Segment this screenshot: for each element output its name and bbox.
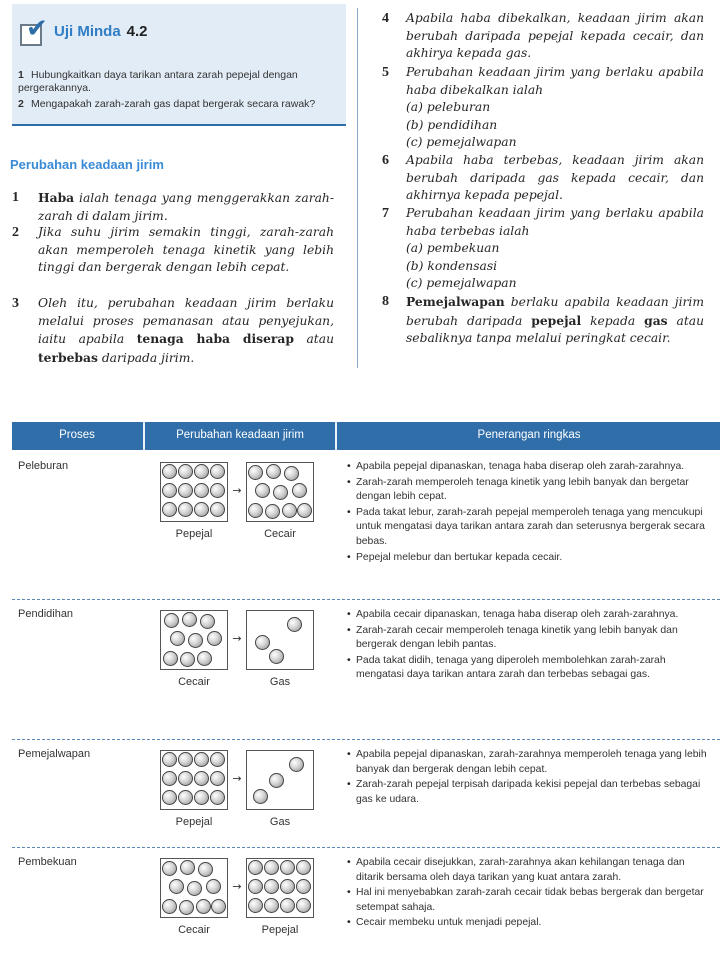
note-item: • Cecair membeku untuk menjadi pepejal.: [347, 916, 707, 931]
uji-minda-title: Uji Minda: [54, 22, 121, 40]
process-name: Pembekuan: [18, 856, 77, 868]
particle-diagram: [160, 858, 340, 934]
gas-particles: [246, 610, 314, 670]
state-label: Pepejal: [261, 924, 299, 936]
state-label: Pepejal: [175, 816, 213, 828]
state-label: Gas: [269, 816, 291, 828]
header-perubahan: Perubahan keadaan jirim: [176, 429, 304, 441]
point-7: 7 Perubahan keadaan jirim yang berlaku apabila haba terbebas ialah (a) pembekuan (b) kondensasi (c) pemejalwapan: [382, 206, 704, 291]
header-proses: Proses: [59, 429, 95, 441]
table-row: [12, 848, 720, 956]
point-8: 8 Pemejalwapan berlaku apabila keadaan jirim berubah daripada pepejal kepada gas atau sebaliknya tanpa melalui peringkat cecair.: [382, 294, 705, 346]
note-item: • Zarah-zarah cecair memperoleh tenaga kinetik yang lebih banyak dan bergerak dengan lebih pantas.: [347, 624, 707, 653]
point-1: 1 Haba ialah tenaga yang menggerakkan zarah-zarah di dalam jirim.: [12, 190, 334, 223]
process-name: Pendidihan: [18, 608, 74, 620]
liquid-particles: [246, 462, 314, 522]
state-label: Gas: [269, 676, 291, 688]
header-penerangan: Penerangan ringkas: [477, 429, 581, 441]
state-label: Cecair: [264, 528, 296, 540]
uji-minda-question: 1 Hubungkaitkan daya tarikan antara zarah pepejal dengan pergerakannya.: [18, 69, 298, 94]
process-name: Pemejalwapan: [18, 748, 91, 760]
table-header: [12, 422, 720, 450]
note-item: • Pepejal melebur dan bertukar kepada cecair.: [347, 551, 707, 566]
note-item: • Pada takat didih, tenaga yang diperoleh membolehkan zarah-zarah mengatasi daya tarikan antara zarah dan terbebas sebagai gas.: [347, 654, 707, 683]
liquid-particles: [160, 858, 228, 918]
column-divider: [357, 8, 358, 368]
solid-particles: [160, 750, 228, 810]
note-item: • Apabila pepejal dipanaskan, tenaga haba diserap oleh zarah-zarahnya.: [347, 460, 707, 475]
note-item: • Pada takat lebur, zarah-zarah pepejal memperoleh tenaga yang mencukupi untuk mengatasi daya tarikan antara zarah dan seterusnya bergerak secara bebas.: [347, 506, 707, 550]
table-row: [12, 600, 720, 740]
note-item: • Zarah-zarah pepejal terpisah daripada kekisi pepejal dan terbebas sebagai gas ke udara.: [347, 778, 707, 807]
particle-diagram: [160, 610, 340, 686]
checkbox-tick-icon: ✔: [14, 14, 54, 48]
section-title: Perubahan keadaan jirim: [10, 157, 164, 172]
note-item: • Apabila pepejal dipanaskan, zarah-zarahnya memperoleh tenaga yang lebih banyak dan bergerak dengan lebih cepat.: [347, 748, 707, 777]
state-label: Cecair: [178, 676, 210, 688]
notes-list: [347, 460, 707, 566]
point-4: 4 Apabila haba dibekalkan, keadaan jirim akan berubah daripada pepejal kepada cecair, dan akhirya kepada gas.: [382, 11, 704, 61]
state-label: Cecair: [178, 924, 210, 936]
point-3: 3 Oleh itu, perubahan keadaan jirim berlaku melalui proses pemanasan atau penyejukan, iaitu apabila tenaga haba diserap atau terbebas daripada jirim.: [12, 296, 335, 365]
point-5: 5 Perubahan keadaan jirim yang berlaku apabila haba dibekalkan ialah (a) peleburan (b) pendidihan (c) pemejalwapan: [382, 65, 704, 150]
note-item: • Apabila cecair dipanaskan, tenaga haba diserap oleh zarah-zarahnya.: [347, 608, 707, 623]
uji-minda-box: [12, 4, 346, 126]
arrow-right-icon: →: [232, 484, 242, 497]
table-row: [12, 740, 720, 848]
solid-particles: [246, 858, 314, 918]
notes-list: [347, 748, 707, 808]
liquid-particles: [160, 610, 228, 670]
particle-diagram: [160, 750, 340, 826]
note-item: • Apabila cecair disejukkan, zarah-zarahnya akan kehilangan tenaga dan ditarik bersama oleh daya tarikan yang kuat antara zarah.: [347, 856, 707, 885]
notes-list: [347, 608, 707, 684]
process-name: Peleburan: [18, 460, 69, 472]
note-item: • Zarah-zarah memperoleh tenaga kinetik yang lebih banyak dan bergetar dengan lebih cepat.: [347, 476, 707, 505]
uji-minda-header: [12, 14, 148, 48]
solid-particles: [160, 462, 228, 522]
gas-particles: [246, 750, 314, 810]
arrow-right-icon: →: [232, 880, 242, 893]
point-2: 2 Jika suhu jirim semakin tinggi, zarah-zarah akan memperoleh tenaga kinetik yang lebih tinggi dan bergerak dengan lebih cepat.: [12, 225, 334, 275]
state-label: Pepejal: [175, 528, 213, 540]
uji-minda-question: 2 Mengapakah zarah-zarah gas dapat bergerak secara rawak?: [18, 98, 316, 110]
arrow-right-icon: →: [232, 772, 242, 785]
note-item: • Hal ini menyebabkan zarah-zarah cecair tidak bebas bergerak dan bergetar setempat sahaja.: [347, 886, 707, 915]
table-row: [12, 452, 720, 600]
point-6: 6 Apabila haba terbebas, keadaan jirim akan berubah daripada gas kepada cecair, dan akhirnya kepada pepejal.: [382, 153, 704, 203]
arrow-right-icon: →: [232, 632, 242, 645]
uji-minda-number: 4.2: [126, 22, 148, 40]
notes-list: [347, 856, 707, 932]
particle-diagram: [160, 462, 340, 538]
state-change-table: [12, 422, 720, 956]
